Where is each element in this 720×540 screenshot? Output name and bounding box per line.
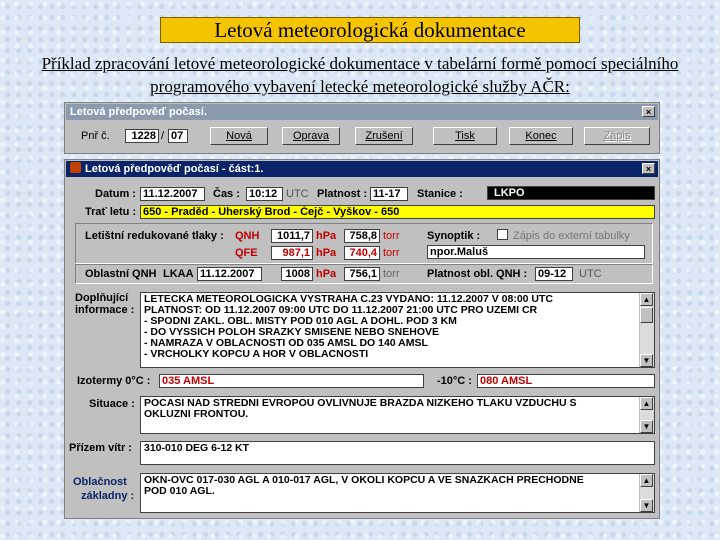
qfe-label: QFE [235, 247, 258, 259]
cancel-button[interactable]: Zrušení [355, 127, 413, 145]
scroll-down-icon[interactable]: ▼ [640, 420, 653, 433]
wind-field[interactable]: 310-010 DEG 6-12 KT [140, 441, 655, 465]
additional-label-line1: Doplňující [75, 292, 129, 304]
additional-scrollbar[interactable] [639, 293, 654, 367]
qfe-torr-field[interactable]: 740,4 [344, 246, 380, 260]
scroll-up-icon[interactable]: ▲ [640, 397, 653, 410]
situation-line: OKLUZNI FRONTOU. [144, 409, 249, 420]
additional-line: LETECKA METEOROLOGICKA VYSTRAHA C.23 VYDANO: 11.12.2007 V 08:00 UTC [144, 294, 554, 305]
edit-button[interactable]: Oprava [282, 127, 340, 145]
time-unit: UTC [286, 188, 309, 200]
area-qnh-station: LKAA [163, 268, 194, 280]
area-qnh-hpa-unit: hPa [316, 268, 337, 280]
clouds-label-line1: Oblačnost [73, 476, 127, 488]
pr-number-field[interactable]: 1228 [125, 129, 159, 143]
validity-label: Platnost : [317, 188, 368, 200]
qfe-hpa-field[interactable]: 987,1 [271, 246, 313, 260]
additional-line: - DO VYSSICH POLOH SRAZKY SMISENE NEBO SNEHOVE [144, 327, 440, 338]
qnh-hpa-unit: hPa [316, 230, 337, 242]
situation-line: POCASI NAD STREDNI EVROPOU OVLIVNUJE BRAZDA NIZKEHO TLAKU VZDUCHU S [144, 398, 577, 409]
back-window-title: Letová předpověď počasí. [70, 106, 207, 118]
additional-info-memo[interactable] [140, 292, 655, 368]
additional-line: PLATNOST: OD 11.12.2007 09:00 UTC DO 11.12.2007 21:00 UTC PRO UZEMI CR [144, 305, 538, 316]
clouds-label-line2: základny : [81, 490, 135, 502]
route-field[interactable]: 650 - Praděd - Uherský Brod - Čejč - Vyškov - 650 [140, 205, 655, 219]
area-qnh-valid-unit: UTC [579, 268, 602, 280]
qfe-torr-unit: torr [383, 247, 400, 259]
route-label: Trať letu : [85, 206, 137, 218]
isotherm-minus10-field[interactable]: 080 AMSL [477, 374, 655, 388]
wind-label: Přízem vítr : [69, 442, 132, 454]
back-window [64, 102, 660, 154]
area-qnh-hpa-field[interactable]: 1008 [281, 267, 313, 281]
validity-field[interactable]: 11-17 [370, 187, 408, 201]
station-label: Stanice : [417, 188, 463, 200]
area-qnh-valid-label: Platnost obl. QNH : [427, 268, 528, 280]
end-button[interactable]: Konec [509, 127, 573, 145]
situation-scrollbar[interactable] [639, 397, 654, 433]
qfe-hpa-unit: hPa [316, 247, 337, 259]
isotherm-label: Izotermy 0°C : [77, 375, 151, 387]
app-icon [70, 162, 81, 173]
isotherm-minus10-label: -10°C : [437, 375, 472, 387]
qnh-label: QNH [235, 230, 260, 242]
scroll-up-icon[interactable]: ▲ [640, 293, 653, 306]
clouds-line: OKN-OVC 017-030 AGL A 010-017 AGL, V OKOLI KOPCU A VE SNAZKACH PRECHODNE [144, 475, 584, 486]
date-field[interactable]: 11.12.2007 [140, 187, 205, 201]
time-label: Čas : [213, 188, 240, 200]
situation-memo[interactable] [140, 396, 655, 434]
qnh-hpa-field[interactable]: 1011,7 [271, 229, 313, 243]
scroll-down-icon[interactable]: ▼ [640, 354, 653, 367]
clouds-memo[interactable] [140, 473, 655, 513]
scroll-down-icon[interactable]: ▼ [640, 499, 653, 512]
external-table-checkbox[interactable] [497, 229, 508, 240]
external-table-label: Zápis do externí tabulky [513, 230, 630, 242]
additional-line: - NAMRAZA V OBLACNOSTI OD 035 AMSL DO 140 AMSL [144, 338, 428, 349]
pr-slash: / [161, 130, 165, 142]
pressure-label: Letištní redukované tlaky : [85, 230, 224, 242]
additional-line: - SPODNI ZAKL. OBL. MISTY POD 010 AGL A DOHL. POD 3 KM [144, 316, 457, 327]
save-button[interactable]: Zápis [584, 127, 650, 145]
back-window-titlebar [66, 104, 658, 120]
forecast-form-window [64, 159, 660, 519]
clouds-line: POD 010 AGL. [144, 486, 215, 497]
form-title: Letová předpověď počasí - část:1. [85, 163, 264, 175]
synoptik-field[interactable]: npor.Maluš [427, 245, 645, 259]
slide-subtitle: Příklad zpracování letové meteorologické dokumentace v tabelární formě pomocí speciálního programového vybavení letecké meteorologické služby AČR: [41, 54, 679, 96]
area-qnh-date-field[interactable]: 11.12.2007 [197, 267, 262, 281]
scroll-thumb[interactable] [640, 307, 653, 323]
situation-label: Situace : [89, 398, 135, 410]
additional-label-line2: informace : [75, 304, 135, 316]
additional-line: - VRCHOLKY KOPCU A HOR V OBLACNOSTI [144, 349, 369, 360]
pr-label: Pnř č. [81, 130, 110, 142]
time-field[interactable]: 10:12 [246, 187, 283, 201]
new-button[interactable]: Nová [210, 127, 268, 145]
qnh-torr-field[interactable]: 758,8 [344, 229, 380, 243]
slide-title: Letová meteorologická dokumentace [160, 17, 580, 43]
print-button[interactable]: Tisk [433, 127, 497, 145]
close-icon[interactable]: × [642, 163, 655, 174]
isotherm-zero-field[interactable]: 035 AMSL [159, 374, 424, 388]
synoptik-label: Synoptik : [427, 230, 481, 242]
qnh-torr-unit: torr [383, 230, 400, 242]
form-titlebar [66, 161, 658, 177]
station-field[interactable]: LKPO [487, 186, 655, 200]
scroll-up-icon[interactable]: ▲ [640, 474, 653, 487]
date-label: Datum : [95, 188, 136, 200]
close-icon[interactable]: × [642, 106, 655, 117]
area-qnh-torr-field[interactable]: 756,1 [344, 267, 380, 281]
clouds-scrollbar[interactable] [639, 474, 654, 512]
area-qnh-valid-field[interactable]: 09-12 [535, 267, 573, 281]
area-qnh-torr-unit: torr [383, 268, 400, 280]
pr-year-field[interactable]: 07 [168, 129, 188, 143]
area-qnh-label: Oblastní QNH [85, 268, 157, 280]
